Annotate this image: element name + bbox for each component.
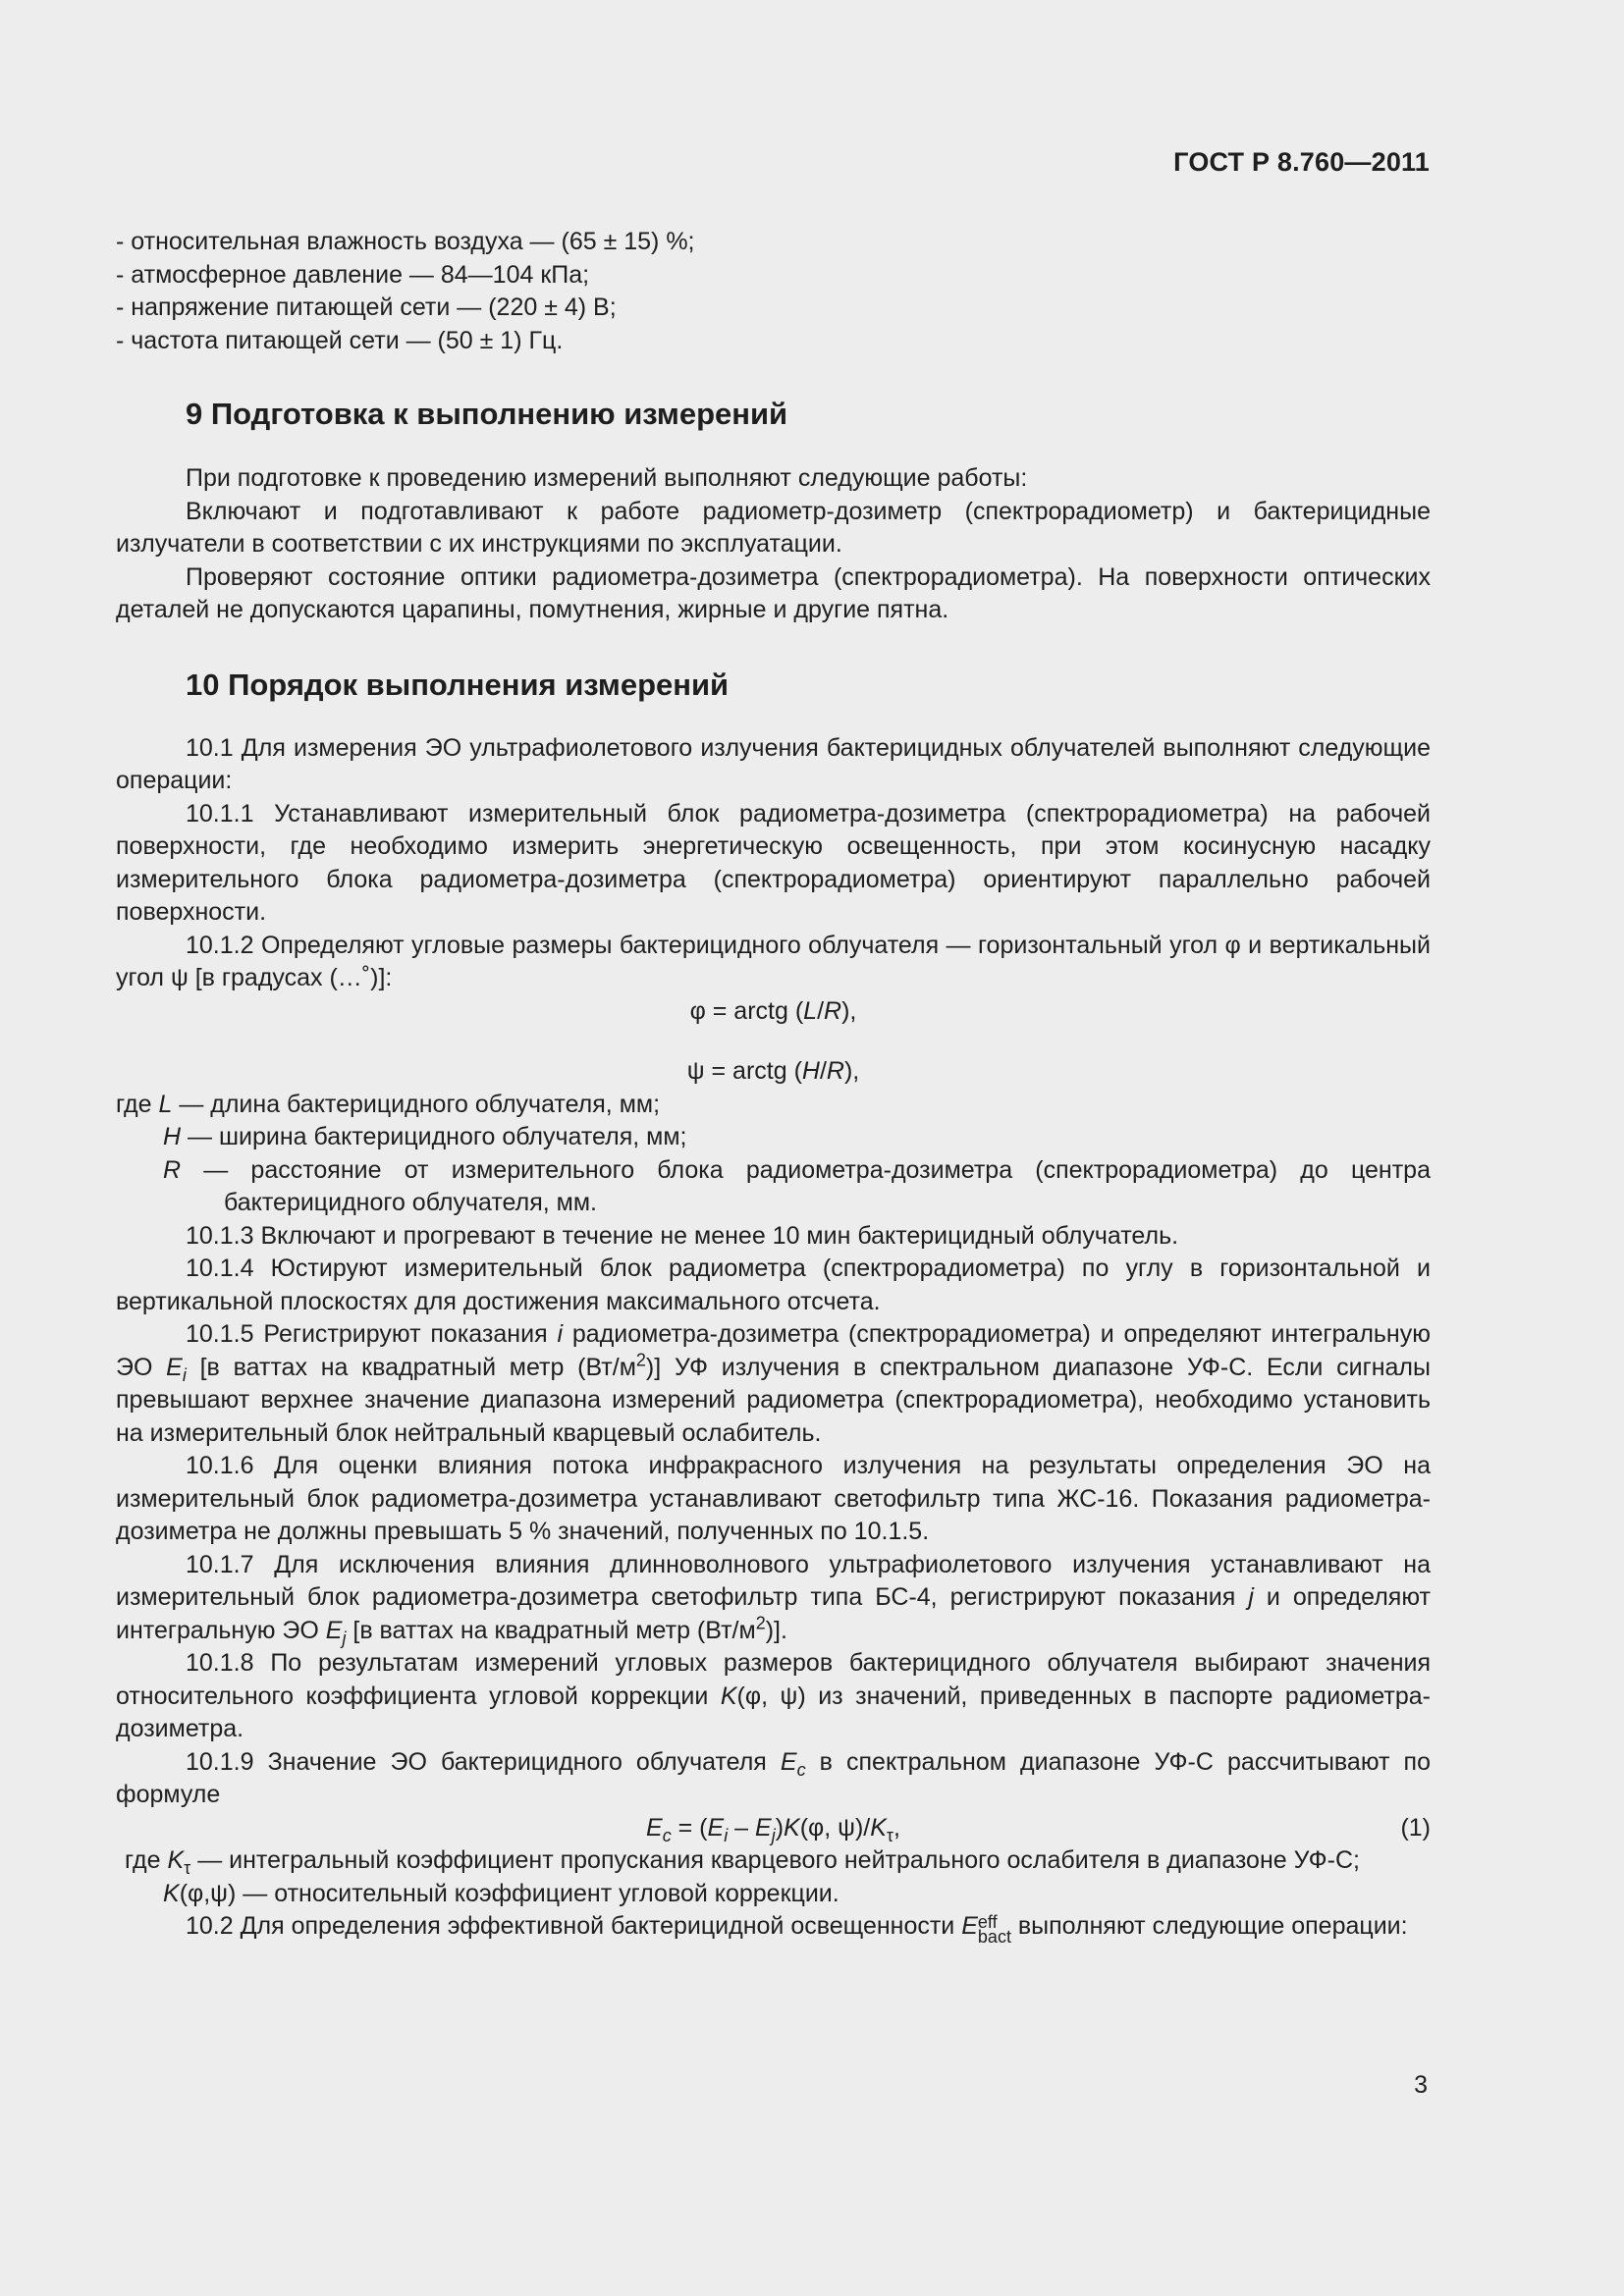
section-9-heading: 9 Подготовка к выполнению измерений <box>186 397 788 431</box>
formula-1 <box>116 1812 1431 1845</box>
definition-L: где L — длина бактерицидного облучателя, мм; <box>116 1090 661 1118</box>
paragraph-10-1-3: 10.1.3 Включают и прогревают в течение не менее 10 мин бактерицидный облучатель. <box>186 1221 1179 1250</box>
condition-item: - частота питающей сети — (50 ± 1) Гц. <box>116 326 564 354</box>
document-code-header: ГОСТ Р 8.760—2011 <box>1173 147 1430 177</box>
condition-item: - напряжение питающей сети — (220 ± 4) В; <box>116 294 617 321</box>
page-content <box>116 226 1431 1945</box>
condition-item: - относительная влажность воздуха — (65 ± 15) %; <box>116 228 695 255</box>
paragraph-10-1-6: 10.1.6 Для оценки влияния потока инфракрасного излучения на результаты определения ЭО на измерительный блок радиометра-дозиметра устанавливают светофильтр типа ЖС-16. Показания радиометра-дозиметра не должны превышать 5 % значений, полученных по 10.1.5. <box>116 1452 1431 1545</box>
definition-K-phi-psi: K(φ,ψ) — относительный коэффициент угловой коррекции. <box>163 1879 839 1907</box>
formula-number: (1) <box>1400 1813 1431 1842</box>
section-9-paragraph: Проверяют состояние оптики радиометра-дозиметра (спектрорадиометра). На поверхности оптических деталей не допускаются царапины, помутнения, жирные и другие пятна. <box>116 562 1431 623</box>
condition-item: - атмосферное давление — 84—104 кПа; <box>116 260 590 289</box>
formula-1-expression: $E_c = (E_i - E_j)K(\varphi$, $\psi)/K_\tau$, <box>646 1813 900 1845</box>
section-9-paragraph: При подготовке к проведению измерений выполняют следующие работы: <box>186 464 1028 492</box>
definition-H: H — ширина бактерицидного облучателя, мм; <box>163 1123 687 1150</box>
paragraph-10-1-9: 10.1.9 Значение ЭО бактерицидного облучателя $E_c$ в спектральном диапазоне УФ-С рассчитывают по формуле <box>116 1747 1431 1808</box>
section-10-heading: 10 Порядок выполнения измерений <box>186 667 730 702</box>
definition-R: R — расстояние от измерительного блока радиометра-дозиметра (спектрорадиометра) до центра бактерицидного облучателя, мм. <box>163 1155 1431 1216</box>
definition-K-tau: где $K_\tau$ — интегральный коэффициент пропускания кварцевого нейтрального ослабителя в диапазоне УФ-С; <box>125 1846 1360 1878</box>
paragraph-10-1-8: 10.1.8 По результатам измерений угловых размеров бактерицидного облучателя выбирают значения относительного коэффициента угловой коррекции K(φ, ψ) из значений, приведенных в паспорте радиометра-дозиметра. <box>116 1649 1431 1742</box>
formula-psi: ψ = arctg (H/R), <box>686 1057 860 1085</box>
paragraph-10-1-2: 10.1.2 Определяют угловые размеры бактерицидного облучателя — горизонтальный угол φ и вертикальный угол ψ [в градусах (…˚)]: <box>116 931 1431 991</box>
paragraph-10-1-5: 10.1.5 Регистрируют показания i радиометра-дозиметра (спектрорадиометра) и определяют интегральную ЭО $E_i$ [в ваттах на квадратный метр $(Вт/м^2)$] УФ излучения в спектральном диапазоне УФ-С. Если сигналы превышают верхнее значение диапазона измерений радиометра (спектрорадиометра), необходимо установить на измерительный блок нейтральный кварцевый ослабитель. <box>116 1320 1431 1447</box>
formula-phi: φ = arctg (L/R), <box>689 996 857 1025</box>
paragraph-10-2: 10.2 Для определения эффективной бактерицидной освещенности Eeff bact выполняют следующие операции: <box>186 1912 1408 1947</box>
paragraph-10-1: 10.1 Для измерения ЭО ультрафиолетового излучения бактерицидных облучателей выполняют следующие операции: <box>116 733 1431 794</box>
paragraph-10-1-1: 10.1.1 Устанавливают измерительный блок радиометра-дозиметра (спектрорадиометра) на рабочей поверхности, где необходимо измерить энергетическую освещенность, при этом косинусную насадку измерительного блока радиометра-дозиметра (спектрорадиометра) ориентируют параллельно рабочей поверхности. <box>116 799 1431 926</box>
paragraph-10-1-7: 10.1.7 Для исключения влияния длинноволнового ультрафиолетового излучения устанавливают на измерительный блок радиометра-дозиметра светофильтр типа БС-4, регистрируют показания j и определяют интегральную ЭО $E_j$ [в ваттах на квадратный метр $(Вт/м^2)$]. <box>116 1550 1431 1648</box>
section-9-paragraph: Включают и подготавливают к работе радиометр-дозиметр (спектрорадиометр) и бактерицидные излучатели в соответствии с их инструкциями по эксплуатации. <box>116 497 1431 558</box>
page-number: 3 <box>1414 2071 1428 2099</box>
paragraph-10-1-4: 10.1.4 Юстируют измерительный блок радиометра (спектрорадиометра) по углу в горизонтальной и вертикальной плоскостях для достижения максимального отсчета. <box>116 1255 1431 1315</box>
